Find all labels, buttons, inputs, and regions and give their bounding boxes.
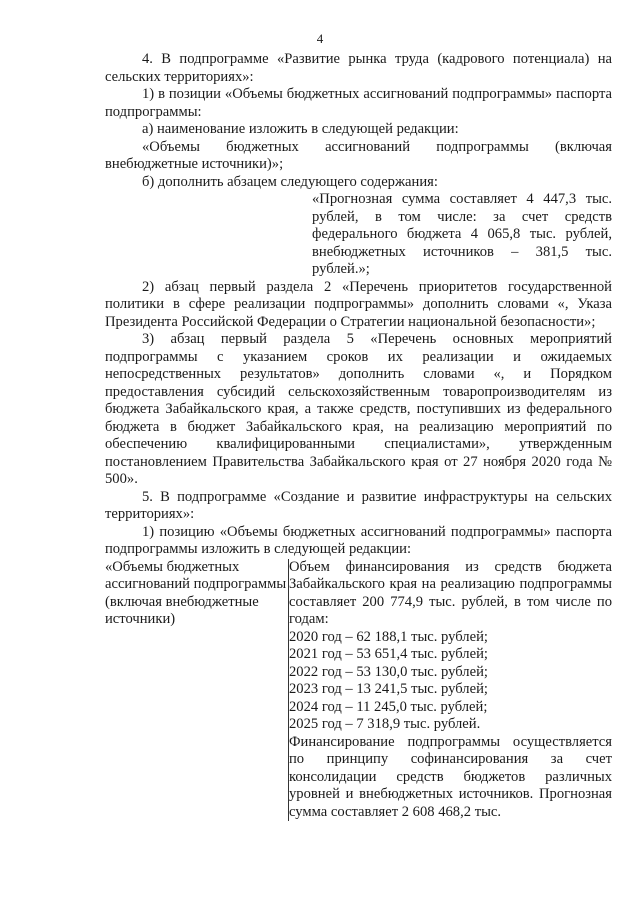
funding-year-2020: 2020 год – 62 188,1 тыс. рублей; bbox=[289, 628, 488, 645]
funding-table-label: «Объемы бюджетных ассигнований подпрограммы (включая внебюджетные источники) bbox=[105, 559, 289, 822]
paragraph-item-1: 1) в позиции «Объемы бюджетных ассигнований подпрограммы» паспорта подпрограммы: bbox=[105, 86, 612, 120]
funding-year-2025: 2025 год – 7 318,9 тыс. рублей. bbox=[289, 716, 481, 732]
funding-intro: Объем финансирования из средств бюджета Забайкальского края на реализацию подпрограммы составляет 200 774,9 тыс. рублей, в том числе по годам: bbox=[289, 558, 612, 627]
funding-table-details bbox=[289, 559, 613, 822]
funding-year-2022: 2022 год – 53 130,0 тыс. рублей; bbox=[289, 663, 488, 680]
page-number: 4 bbox=[316, 31, 324, 46]
paragraph-section-5: 5. В подпрограмме «Создание и развитие инфраструктуры на сельских территориях»: bbox=[105, 488, 612, 522]
paragraph-section-5-item-1: 1) позицию «Объемы бюджетных ассигнований подпрограммы» паспорта подпрограммы изложить в следующей редакции: bbox=[105, 523, 612, 557]
quoted-forecast-amount: «Прогнозная сумма составляет 4 447,3 тыс. рублей, в том числе: за счет средств федерального бюджета 4 065,8 тыс. рублей, внебюджетных источников – 381,5 тыс. рублей.»; bbox=[312, 191, 612, 277]
funding-cofinancing-note: Финансирование подпрограммы осуществляется по принципу софинансирования за счет консолидации средств бюджетов различных уровней и внебюджетных источников. Прогнозная сумма составляет 2 608 468,2 тыс. bbox=[289, 733, 612, 820]
funding-table bbox=[105, 559, 612, 822]
funding-year-2024: 2024 год – 11 245,0 тыс. рублей; bbox=[289, 698, 488, 715]
paragraph-new-name: «Объемы бюджетных ассигнований подпрограммы (включая внебюджетные источники)»; bbox=[105, 138, 612, 172]
funding-year-2021: 2021 год – 53 651,4 тыс. рублей; bbox=[289, 646, 488, 662]
paragraph-item-b: б) дополнить абзацем следующего содержания: bbox=[142, 173, 438, 190]
paragraph-item-3: 3) абзац первый раздела 5 «Перечень основных мероприятий подпрограммы с указанием сроков их реализации и ожидаемых непосредственных результатов» дополнить словами «, и Порядком предоставления субсидий сельскохозяйственным товаропроизводителям из бюджета Забайкальского края, а также средств, поступивших из федерального бюджета в бюджет Забайкальского края, на реализацию мероприятий по обеспечению квалифицированными специалистами», утвержденным постановлением Правительства Забайкальского края от 27 ноября 2020 года № 500». bbox=[105, 331, 612, 487]
paragraph-item-2: 2) абзац первый раздела 2 «Перечень приоритетов государственной политики в сфере реализации подпрограммы» дополнить словами «, Указа Президента Российской Федерации о Стратегии национальной безопасности»; bbox=[105, 278, 612, 330]
paragraph-section-4: 4. В подпрограмме «Развитие рынка труда (кадрового потенциала) на сельских территориях»: bbox=[105, 51, 612, 85]
funding-year-2023: 2023 год – 13 241,5 тыс. рублей; bbox=[289, 681, 488, 697]
paragraph-item-a: а) наименование изложить в следующей редакции: bbox=[142, 121, 459, 137]
document-body bbox=[105, 51, 612, 821]
